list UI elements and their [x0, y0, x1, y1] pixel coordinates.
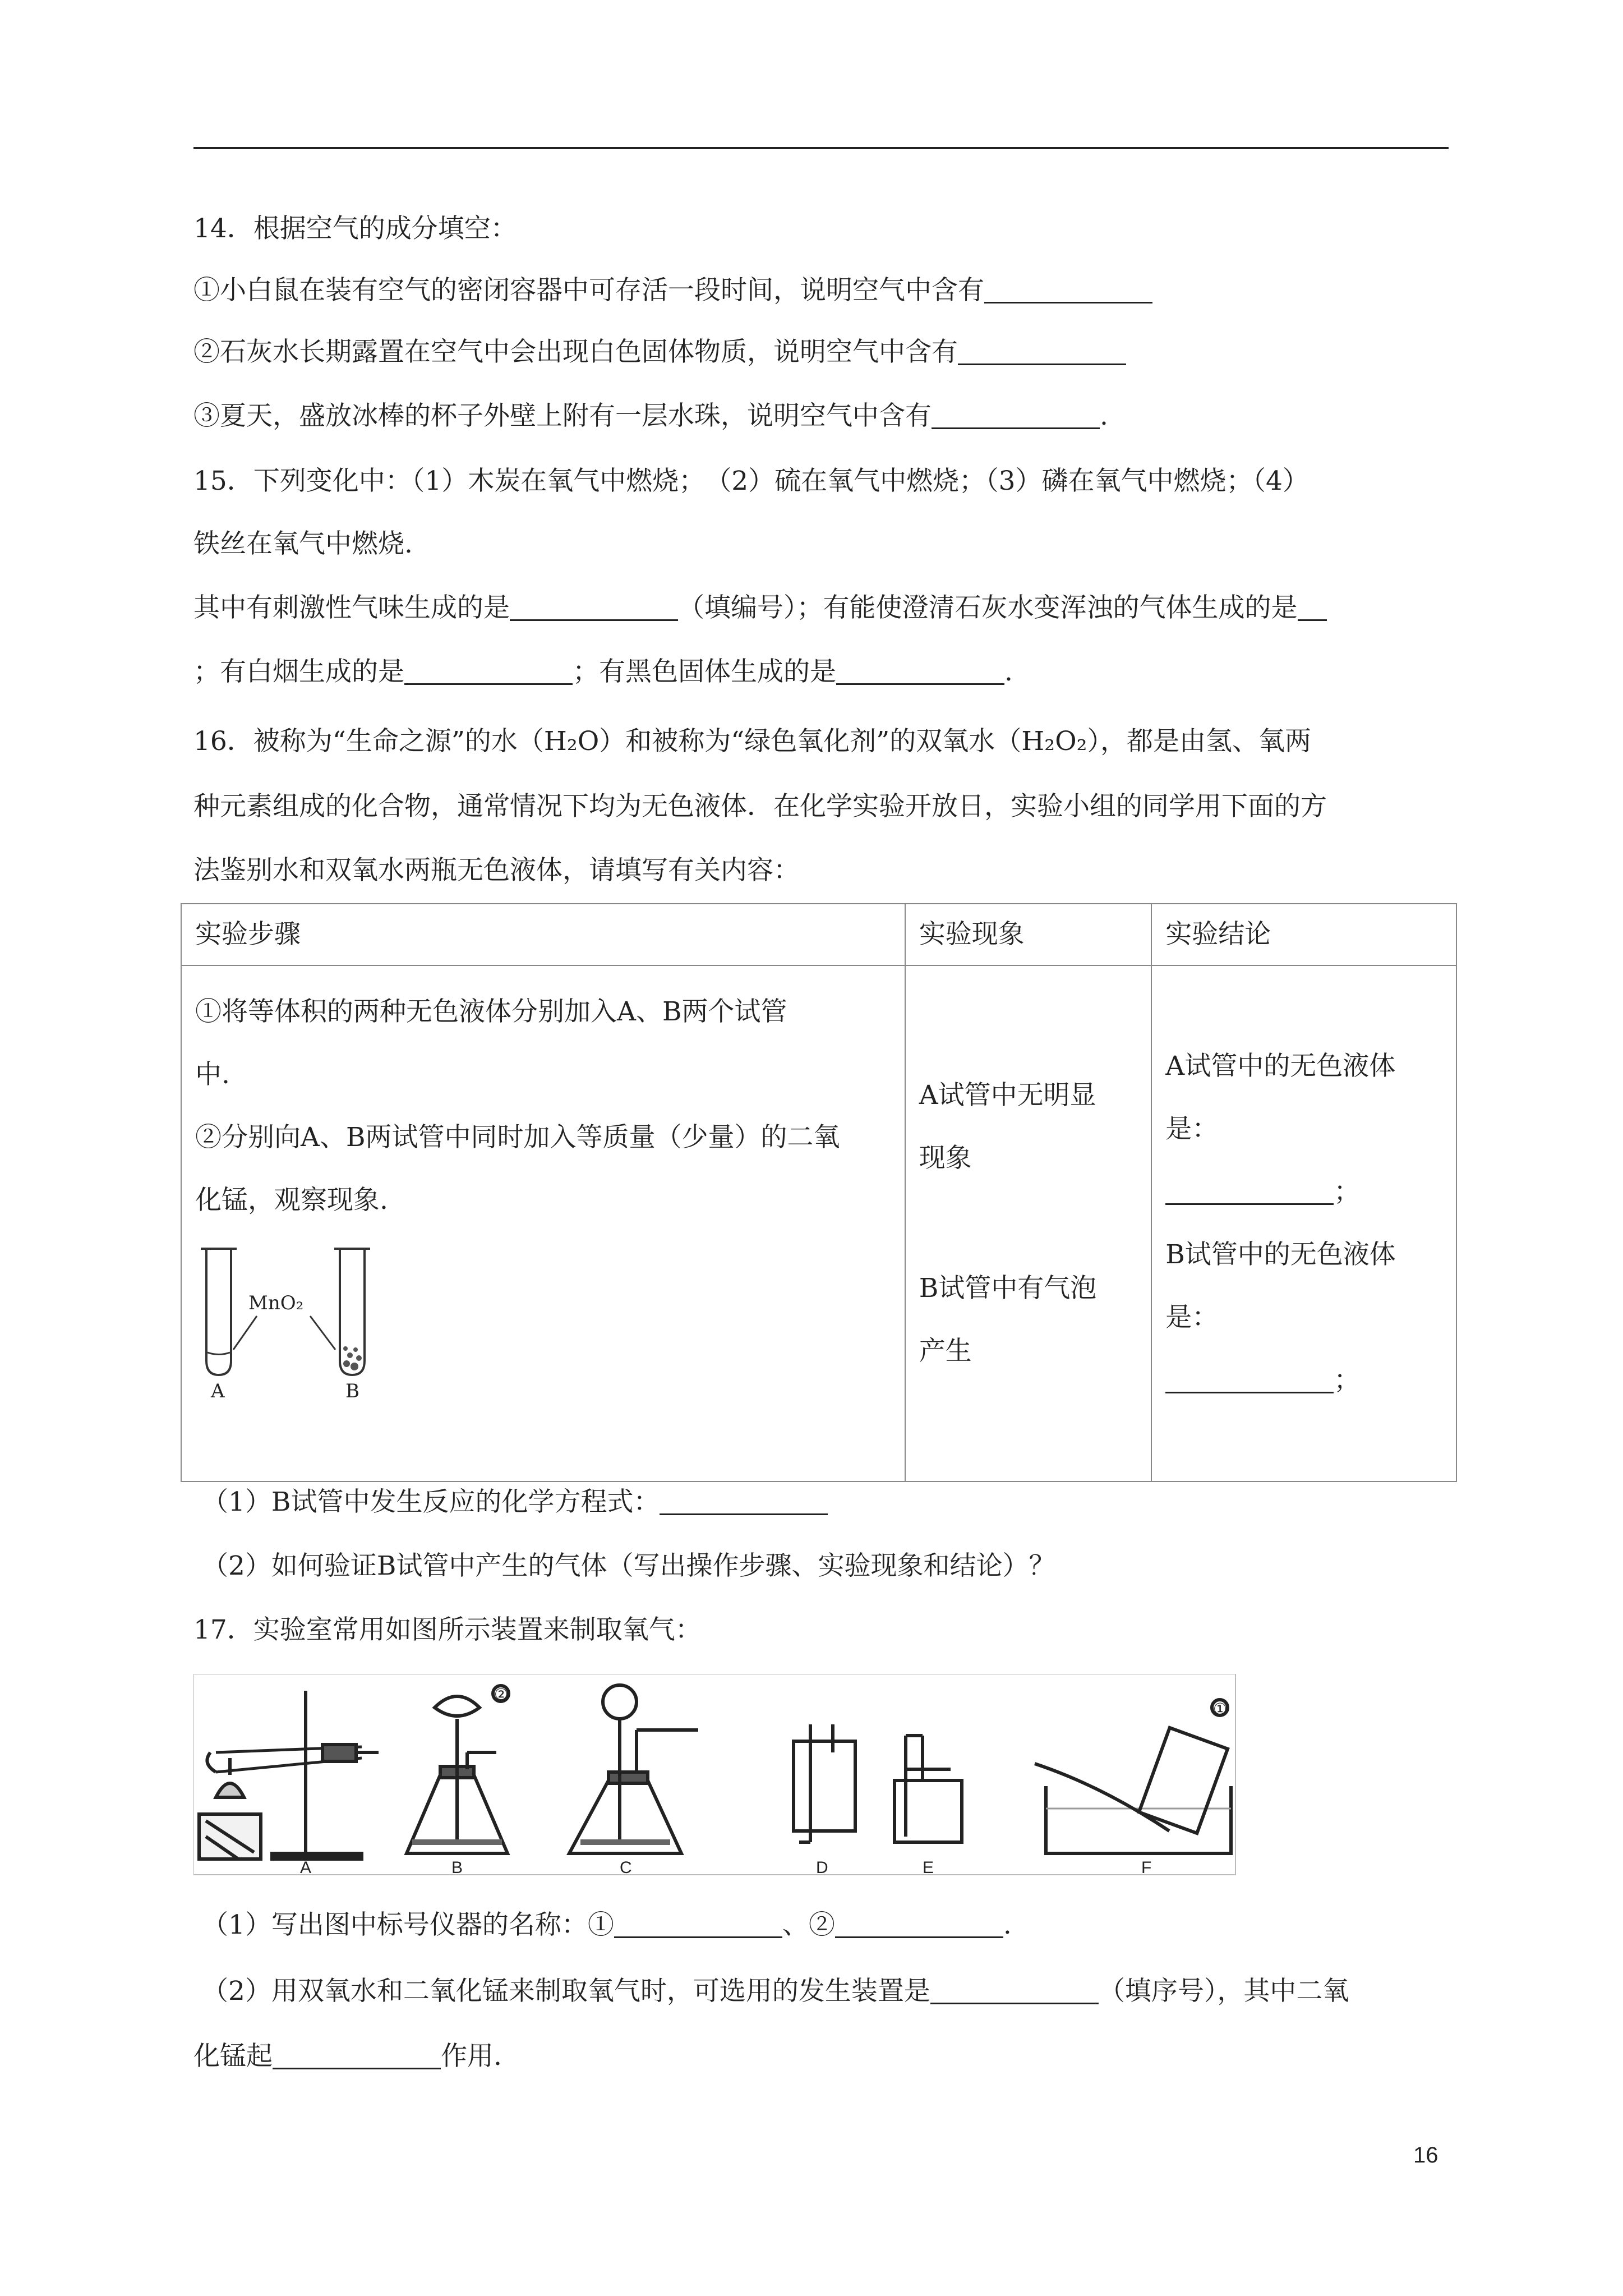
q14-line-3	[193, 399, 1108, 433]
semicolon: ；	[1334, 1176, 1361, 1207]
step-1b: 中.	[195, 1059, 230, 1090]
q14-title: 14．根据空气的成分填空：	[193, 213, 517, 244]
conclusion-2-answer	[1165, 1349, 1442, 1412]
conclusion-cell	[1151, 965, 1456, 1481]
observation-1a: A试管中无明显	[919, 1080, 1096, 1111]
q16-sub-2: （2）如何验证B试管中产生的气体（写出操作步骤、实验现象和结论）？	[202, 1550, 1055, 1581]
q17-sub-1a: （1）写出图中标号仪器的名称：①	[202, 1910, 614, 1940]
q16-sub-1	[202, 1485, 828, 1519]
answer-blank[interactable]	[930, 1978, 1099, 2004]
header-rule	[193, 147, 1449, 149]
conclusion-2a: B试管中的无色液体	[1165, 1239, 1396, 1270]
q15-line-4	[193, 655, 1013, 689]
label-f: F	[1141, 1858, 1152, 1876]
label-d: D	[816, 1858, 828, 1876]
q15-line-4b: ；有黑色固体生成的是	[573, 656, 836, 687]
mark-1: ①	[1213, 1700, 1228, 1718]
q14-line-1	[193, 274, 1152, 307]
conclusion-1-answer	[1165, 1161, 1442, 1223]
observation-cell	[905, 965, 1152, 1481]
observation-2a: B试管中有气泡	[919, 1273, 1097, 1304]
label-c: C	[620, 1858, 632, 1876]
q16-line-1: 16．被称为“生命之源”的水（H₂O）和被称为“绿色氧化剂”的双氧水（H₂O₂），都是由氢、氧两	[193, 726, 1311, 757]
table-header-row	[181, 904, 1456, 965]
q14-line-3-end: .	[1100, 401, 1108, 431]
q14-line-2	[193, 335, 1126, 369]
header-observation: 实验现象	[905, 904, 1152, 965]
answer-blank[interactable]	[404, 659, 573, 685]
step-2a: ②分别向A、B两试管中同时加入等质量（少量）的二氧	[195, 1122, 840, 1153]
pointer-line	[310, 1316, 335, 1350]
experiment-table	[181, 903, 1457, 1482]
q15-line-3a: 其中有刺激性气味生成的是	[193, 592, 510, 623]
label-a: A	[300, 1858, 312, 1876]
header-conclusion: 实验结论	[1151, 904, 1456, 965]
answer-blank[interactable]	[660, 1489, 828, 1515]
answer-blank[interactable]	[835, 1912, 1003, 1938]
steps-cell	[181, 965, 905, 1481]
header-steps: 实验步骤	[181, 904, 905, 965]
page-number: 16	[1413, 2143, 1438, 2168]
conclusion-1b: 是：	[1165, 1114, 1219, 1144]
q16-sub-1-text: （1）B试管中发生反应的化学方程式：	[202, 1487, 660, 1517]
q17-sub-3	[193, 2040, 502, 2073]
observation-2b: 产生	[919, 1336, 972, 1366]
q17-sub-2	[202, 1975, 1349, 2008]
step-2b: 化锰，观察现象.	[195, 1185, 388, 1216]
conclusion-1a: A试管中的无色液体	[1165, 1051, 1396, 1082]
apparatus-figure	[193, 1674, 1237, 1876]
semicolon: ；	[1334, 1365, 1361, 1396]
answer-blank[interactable]	[932, 403, 1100, 429]
test-tube-a	[201, 1249, 237, 1375]
label-mno2: MnO₂	[248, 1292, 304, 1314]
answer-blank[interactable]	[510, 595, 678, 621]
label-tube-b: B	[345, 1380, 359, 1400]
q15-line-4-end: .	[1004, 656, 1013, 687]
q14-line-2-text: ②石灰水长期露置在空气中会出现白色固体物质，说明空气中含有	[193, 337, 958, 367]
answer-blank[interactable]	[984, 277, 1152, 303]
q14-line-3-text: ③夏天，盛放冰棒的杯子外壁上附有一层水珠，说明空气中含有	[193, 401, 932, 431]
mark-2: ②	[494, 1686, 509, 1703]
label-b: B	[451, 1858, 463, 1876]
q17-sub-3b: 作用.	[441, 2041, 502, 2072]
answer-blank[interactable]	[1165, 1367, 1334, 1393]
pointer-line	[233, 1316, 257, 1350]
answer-blank[interactable]	[273, 2043, 441, 2069]
conclusion-2b: 是：	[1165, 1302, 1219, 1333]
q15-line-3	[193, 591, 1327, 625]
test-tubes-figure	[195, 1243, 375, 1400]
label-e: E	[923, 1858, 934, 1876]
q15-line-1: 15．下列变化中：（1）木炭在氧气中燃烧； （2）硫在氧气中燃烧；（3）磷在氧气中燃烧；（4）	[193, 466, 1309, 496]
q15-line-3b: （填编号）；有能使澄清石灰水变浑浊的气体生成的是	[678, 592, 1298, 623]
q17-title: 17．实验室常用如图所示装置来制取氧气：	[193, 1614, 702, 1645]
q17-sub-1	[202, 1908, 1012, 1942]
q17-sub-1b: 、②	[782, 1910, 835, 1940]
q17-sub-2b: （填序号），其中二氧	[1098, 1976, 1349, 2007]
gas-bubbles	[343, 1346, 362, 1370]
q16-line-3: 法鉴别水和双氧水两瓶无色液体，请填写有关内容：	[193, 855, 800, 886]
q14-line-1-text: ①小白鼠在装有空气的密闭容器中可存活一段时间，说明空气中含有	[193, 275, 984, 306]
q17-sub-1-end: .	[1003, 1910, 1012, 1940]
answer-blank[interactable]	[958, 339, 1126, 365]
q16-line-2: 种元素组成的化合物，通常情况下均为无色液体．在化学实验开放日，实验小组的同学用下面的方	[193, 791, 1327, 822]
q15-line-2: 铁丝在氧气中燃烧.	[193, 528, 413, 559]
answer-blank[interactable]	[1298, 595, 1327, 621]
observation-1b: 现象	[919, 1143, 972, 1174]
label-tube-a: A	[211, 1380, 225, 1400]
answer-blank[interactable]	[836, 659, 1004, 685]
q15-line-4a: ；有白烟生成的是	[193, 656, 404, 687]
step-1a: ①将等体积的两种无色液体分别加入A、B两个试管	[195, 996, 787, 1027]
q17-sub-3a: 化锰起	[193, 2041, 273, 2072]
table-row	[181, 965, 1456, 1481]
answer-blank[interactable]	[614, 1912, 782, 1938]
q17-sub-2a: （2）用双氧水和二氧化锰来制取氧气时，可选用的发生装置是	[202, 1976, 930, 2007]
answer-blank[interactable]	[1165, 1179, 1334, 1205]
